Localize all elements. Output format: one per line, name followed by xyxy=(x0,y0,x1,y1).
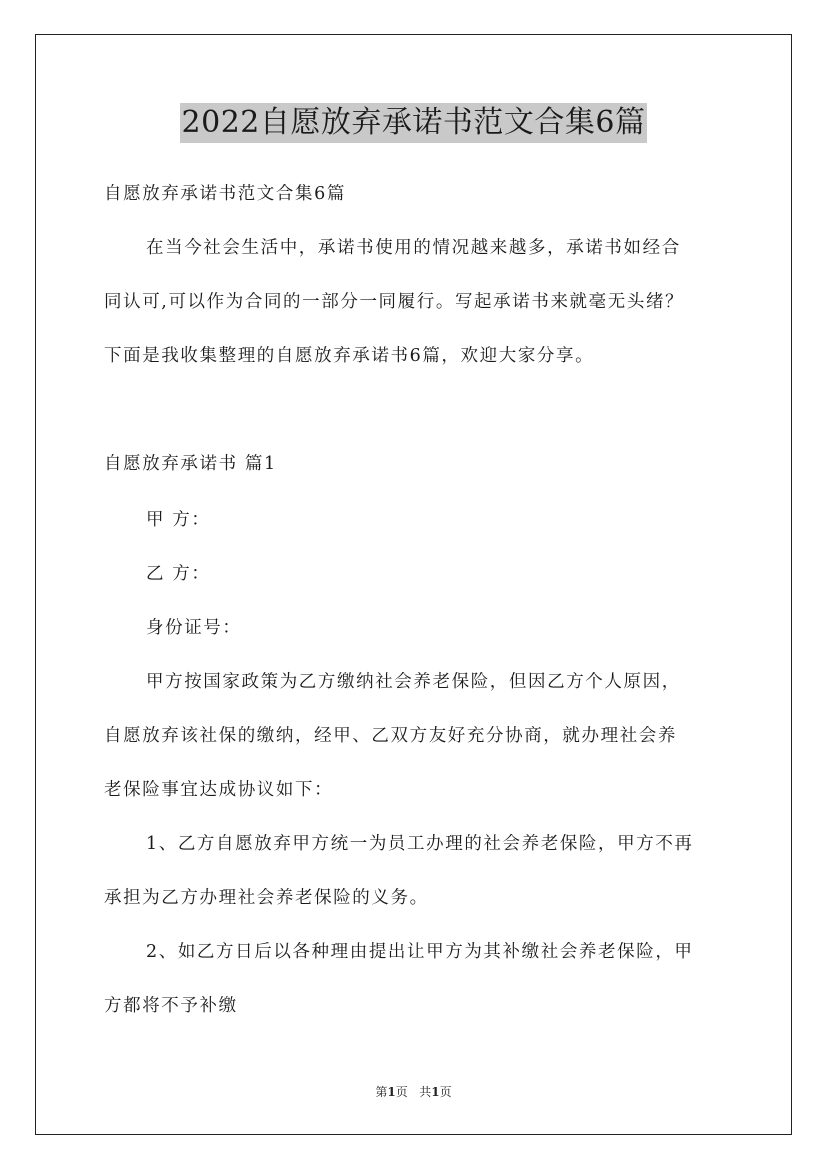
clause-1-line-2: 承担为乙方办理社会养老保险的义务。 xyxy=(104,888,429,908)
section-heading: 自愿放弃承诺书 篇1 xyxy=(104,454,277,474)
id-number-field: 身份证号： xyxy=(146,618,242,638)
party-b-field: 乙 方： xyxy=(146,564,211,584)
body-line-3: 老保险事宜达成协议如下： xyxy=(104,780,334,800)
clause-2-line-1: 2、如乙方日后以各种理由提出让甲方为其补缴社会养老保险，甲 xyxy=(146,942,694,962)
intro-line-3: 下面是我收集整理的自愿放弃承诺书6篇，欢迎大家分享。 xyxy=(104,346,595,366)
clause-2-line-2: 方都将不予补缴 xyxy=(104,996,238,1016)
body-line-1: 甲方按国家政策为乙方缴纳社会养老保险，但因乙方个人原因， xyxy=(146,672,681,692)
clause-1-line-1: 1、乙方自愿放弃甲方统一为员工办理的社会养老保险，甲方不再 xyxy=(146,834,694,854)
total-pages: 1 xyxy=(431,1085,440,1099)
body-line-2: 自愿放弃该社保的缴纳，经甲、乙双方友好充分协商，就办理社会养 xyxy=(104,726,677,746)
party-a-field: 甲 方： xyxy=(146,510,211,530)
page-footer: 第1页 共1页 xyxy=(375,1085,452,1099)
page-number: 1 xyxy=(387,1085,396,1099)
document-title: 2022自愿放弃承诺书范文合集6篇 xyxy=(0,102,827,143)
intro-line-2: 同认可,可以作为合同的一部分一同履行。写起承诺书来就毫无头绪？ xyxy=(104,292,685,312)
intro-line-1: 在当今社会生活中，承诺书使用的情况越来越多，承诺书如经合 xyxy=(146,238,681,258)
document-subtitle: 自愿放弃承诺书范文合集6篇 xyxy=(104,184,346,204)
